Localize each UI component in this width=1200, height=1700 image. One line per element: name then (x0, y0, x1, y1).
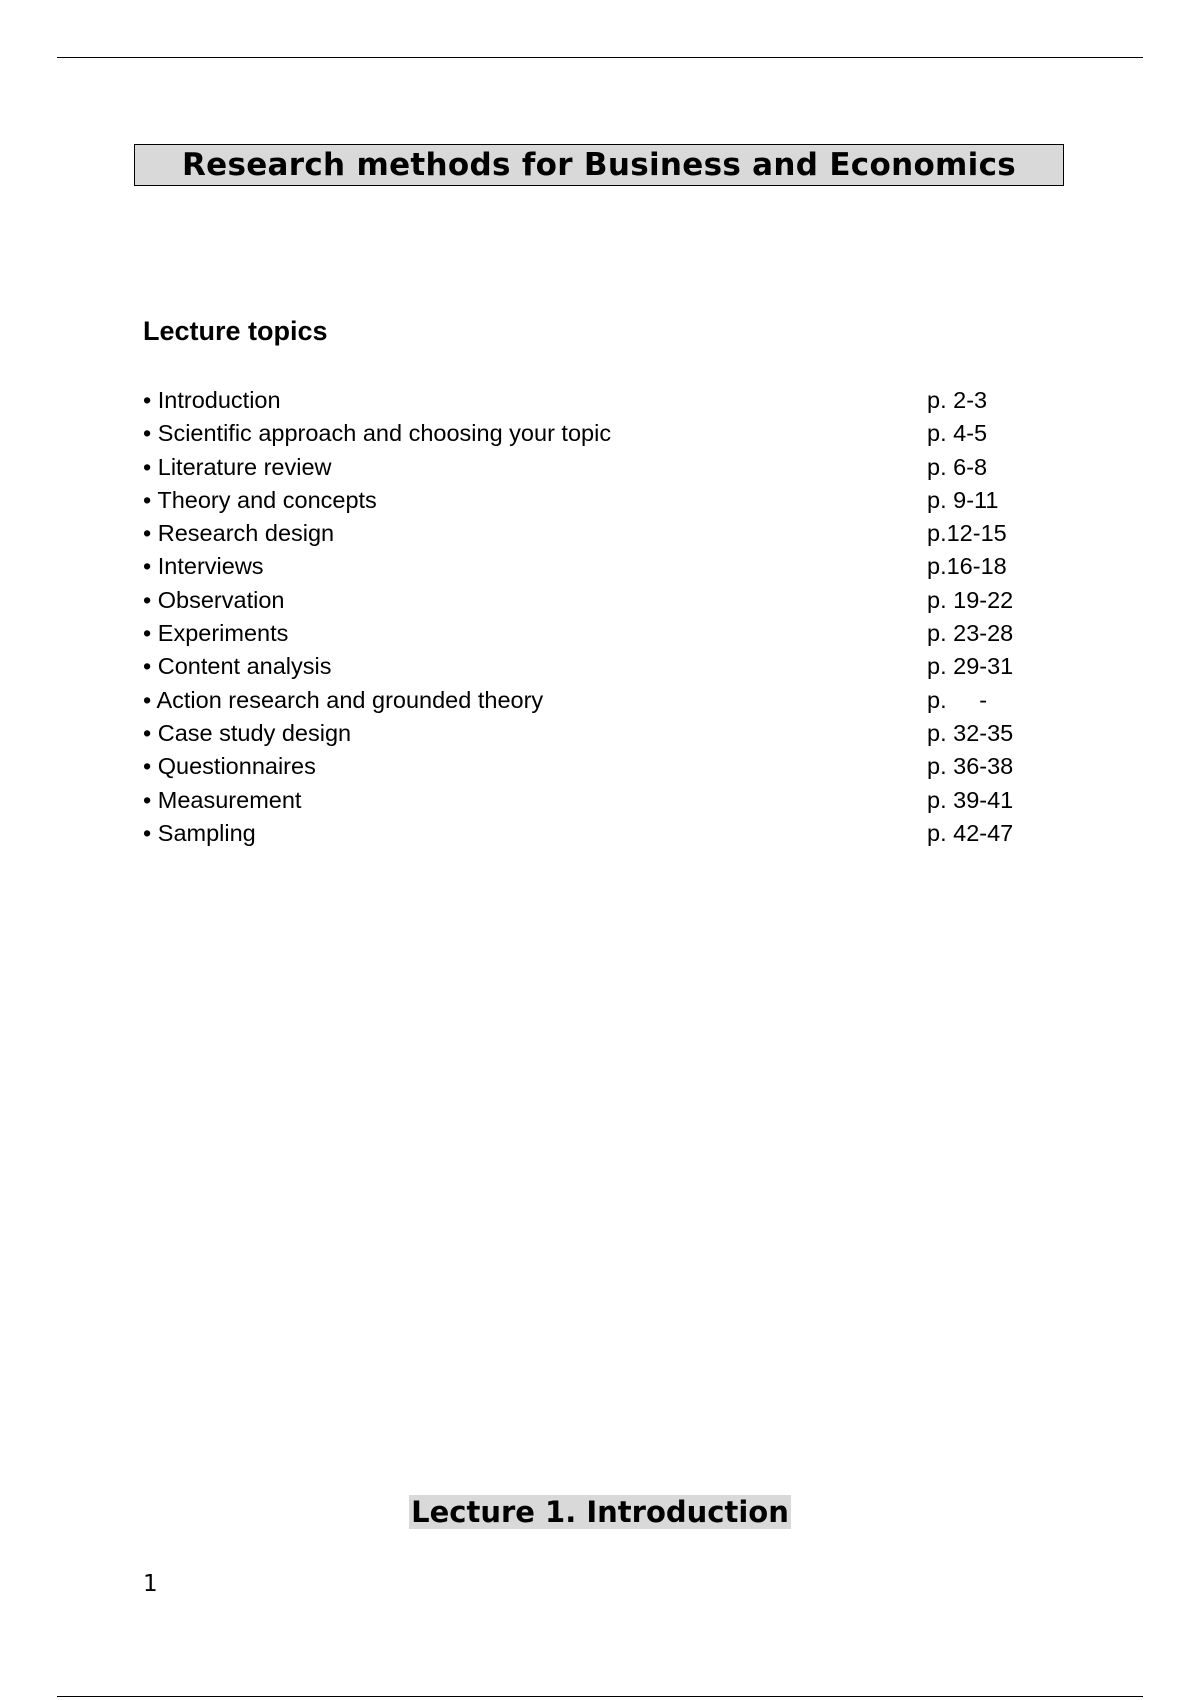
list-item (143, 784, 1043, 817)
topic-label (143, 717, 351, 750)
list-item (143, 550, 1043, 583)
lecture-heading-text: Lecture 1. Introduction (411, 1495, 789, 1529)
topic-label (143, 550, 264, 583)
topic-label (143, 484, 377, 517)
topics-list (143, 384, 1043, 850)
list-item (143, 617, 1043, 650)
topic-label (143, 817, 256, 850)
topic-pages: p. 6-8 (927, 453, 988, 480)
bullet: • (143, 486, 152, 513)
topic-pages: p. 4-5 (927, 420, 988, 447)
list-item (143, 717, 1043, 750)
document-title-text: Research methods for Business and Economics (181, 147, 1017, 183)
topic-label (143, 384, 281, 417)
topic-text: Action research and grounded theory (156, 686, 544, 713)
topic-pages: p. 42-47 (927, 819, 1014, 846)
topic-pages: p. 39-41 (927, 786, 1014, 813)
page-number: 1 (143, 1571, 158, 1597)
topic-text: Literature review (157, 453, 332, 480)
bullet: • (143, 653, 152, 680)
topic-pages: p. 9-11 (927, 486, 999, 513)
topic-text: Case study design (157, 719, 352, 746)
document-title (134, 144, 1064, 186)
topic-label (143, 417, 611, 450)
list-item (143, 384, 1043, 417)
topic-pages: p. 2-3 (927, 387, 988, 413)
topic-pages: p.12-15 (927, 520, 1007, 547)
topic-text: Experiments (157, 620, 289, 647)
list-item (143, 517, 1043, 550)
topic-text: Introduction (157, 387, 281, 413)
topic-label (143, 517, 334, 550)
bullet: • (143, 620, 152, 647)
topic-label (143, 650, 332, 683)
topic-label (143, 451, 331, 484)
bullet: • (143, 420, 152, 447)
topic-text: Scientific approach and choosing your topic (157, 420, 612, 447)
bottom-rule (57, 1696, 1143, 1697)
topic-pages: p. 32-35 (927, 719, 1014, 746)
bullet: • (143, 686, 152, 713)
topic-pages: p. 23-28 (927, 620, 1014, 647)
list-item (143, 484, 1043, 517)
lecture-heading (0, 1495, 1200, 1529)
bullet: • (143, 719, 152, 746)
topic-text: Questionnaires (157, 753, 316, 780)
topic-text: Research design (157, 520, 335, 547)
list-item (143, 417, 1043, 450)
bullet: • (143, 553, 152, 580)
bullet: • (143, 520, 152, 547)
bullet: • (143, 786, 152, 813)
bullet: • (143, 586, 152, 613)
top-rule (57, 57, 1143, 58)
topic-text: Observation (157, 586, 285, 613)
topic-pages: p. 29-31 (927, 653, 1014, 680)
topic-pages: p. 36-38 (927, 753, 1014, 780)
bullet: • (143, 819, 152, 846)
topic-text: Sampling (157, 819, 256, 846)
topic-text: Interviews (157, 553, 264, 580)
bullet: • (143, 453, 152, 480)
section-heading: Lecture topics (143, 316, 328, 346)
topic-pages: p. 19-22 (927, 586, 1014, 613)
list-item (143, 817, 1043, 850)
topic-pages: p.16-18 (927, 553, 1007, 580)
topic-label (143, 617, 288, 650)
topic-label (143, 584, 284, 617)
list-item (143, 750, 1043, 783)
list-item (143, 584, 1043, 617)
topic-label (143, 684, 543, 717)
bullet: • (143, 753, 152, 780)
topic-text: Theory and concepts (157, 486, 377, 513)
bullet: • (143, 387, 152, 413)
topic-text: Measurement (157, 786, 302, 813)
list-item (143, 684, 1043, 717)
topic-label (143, 750, 316, 783)
topic-text: Content analysis (157, 653, 332, 680)
list-item (143, 650, 1043, 683)
topic-pages: p. - (927, 686, 988, 713)
topic-label (143, 784, 301, 817)
list-item (143, 451, 1043, 484)
